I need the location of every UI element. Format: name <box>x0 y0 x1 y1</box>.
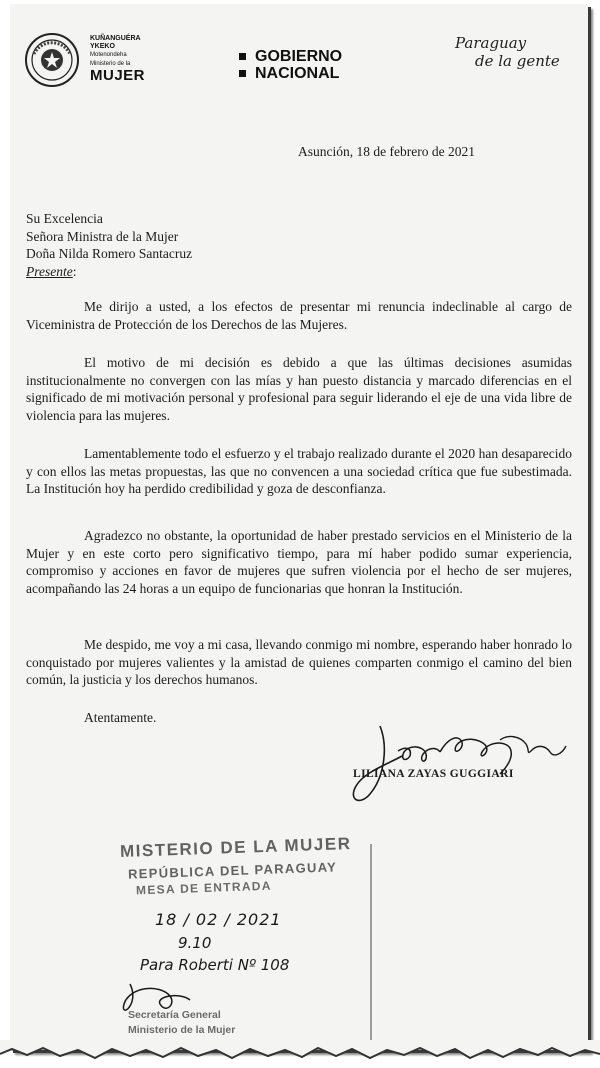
ministry-logo-line2: YKEKO <box>90 43 115 50</box>
body-paragraph-3: Lamentablemente todo el esfuerzo y el trabajo realizado durante el 2020 han desaparecido y con ellos las metas propuestas, las que no convencen a una sociedad crítica que fue subestimada. La Institución hoy ha perdido credibilidad y goza de desconfianza. <box>26 446 572 496</box>
slogan-line2: de la gente <box>475 52 560 70</box>
square-icon <box>239 53 246 60</box>
signatory-name: LILIANA ZAYAS GUGGIARI <box>353 768 514 780</box>
body-paragraph-2: El motivo de mi decisión es debido a que las últimas decisiones asumidas institucionalmente no convergen con las mías y han puesto distancia y marcado diferencias en el significado de mi motivación personal y profesional para seguir liderando el eje de una vida libre de violencia para las mujeres. <box>26 355 572 423</box>
torn-edge <box>0 1040 600 1068</box>
presente-colon: : <box>72 263 77 279</box>
slogan-line1: Paraguay <box>455 34 527 52</box>
recipient-line3: Doña Nilda Romero Santacruz <box>26 246 193 261</box>
letter-page <box>10 4 588 1050</box>
recipient-line1: Su Excelencia <box>26 211 103 226</box>
stamp-note: Para Roberti Nº 108 <box>140 956 290 974</box>
square-icon <box>239 70 246 77</box>
stamp-date: 18 / 02 / 2021 <box>155 910 282 929</box>
ministry-logo-line4: Ministerio de la <box>90 61 131 67</box>
government-logo <box>239 48 342 82</box>
body-paragraph-5: Me despido, me voy a mi casa, llevando conmigo mi nombre, esperando haber honrado lo conquistado por mujeres valientes y la amistad de quienes comparten conmigo el camino del bien común, la justicia y los derechos humanos. <box>26 637 572 687</box>
government-logo-line1: GOBIERNO <box>255 48 343 65</box>
ministry-logo-line1: KUÑANGUÉRA <box>90 35 141 42</box>
reception-stamp <box>100 834 400 1050</box>
stamp-line5: Ministerio de la Mujer <box>128 1024 236 1036</box>
ministry-logo <box>90 35 180 83</box>
ministry-logo-line3: Motenondeha <box>90 52 127 58</box>
stamp-line4: Secretaría General <box>128 1009 221 1021</box>
body-paragraph-1: Me dirijo a usted, a los efectos de presentar mi renuncia indeclinable al cargo de Viceministra de Protección de los Derechos de las Mujeres. <box>26 299 572 332</box>
national-seal-icon <box>24 32 80 88</box>
body-paragraph-4: Agradezco no obstante, la oportunidad de haber prestado servicios en el Ministerio de la Mujer y en este corto pero significativo tiempo, para mí haber podido sumar experiencia, compromiso y acciones en favor de mujeres que sufren violencia por el hecho de ser mujeres, acompañando las 24 horas a un equipo de funcionarias que honran la Institución. <box>26 528 572 596</box>
government-logo-line2: NACIONAL <box>255 65 340 82</box>
stamp-time: 9.10 <box>178 934 212 952</box>
letter-date: Asunción, 18 de febrero de 2021 <box>298 144 475 159</box>
recipient-block <box>26 210 192 280</box>
handwritten-signature <box>340 716 570 811</box>
presente-label: Presente <box>26 263 73 279</box>
stamp-line1: MISTERIO DE LA MUJER <box>119 833 352 862</box>
slogan-logo <box>455 34 575 70</box>
stamp-border <box>370 844 372 1044</box>
stamp-line3: MESA DE ENTRADA <box>135 878 272 898</box>
closing-text: Atentamente. <box>84 710 157 725</box>
recipient-line2: Señora Ministra de la Mujer <box>26 228 179 244</box>
ministry-logo-line5: MUJER <box>90 67 146 84</box>
stamp-line2: REPÚBLICA DEL PARAGUAY <box>127 859 338 882</box>
